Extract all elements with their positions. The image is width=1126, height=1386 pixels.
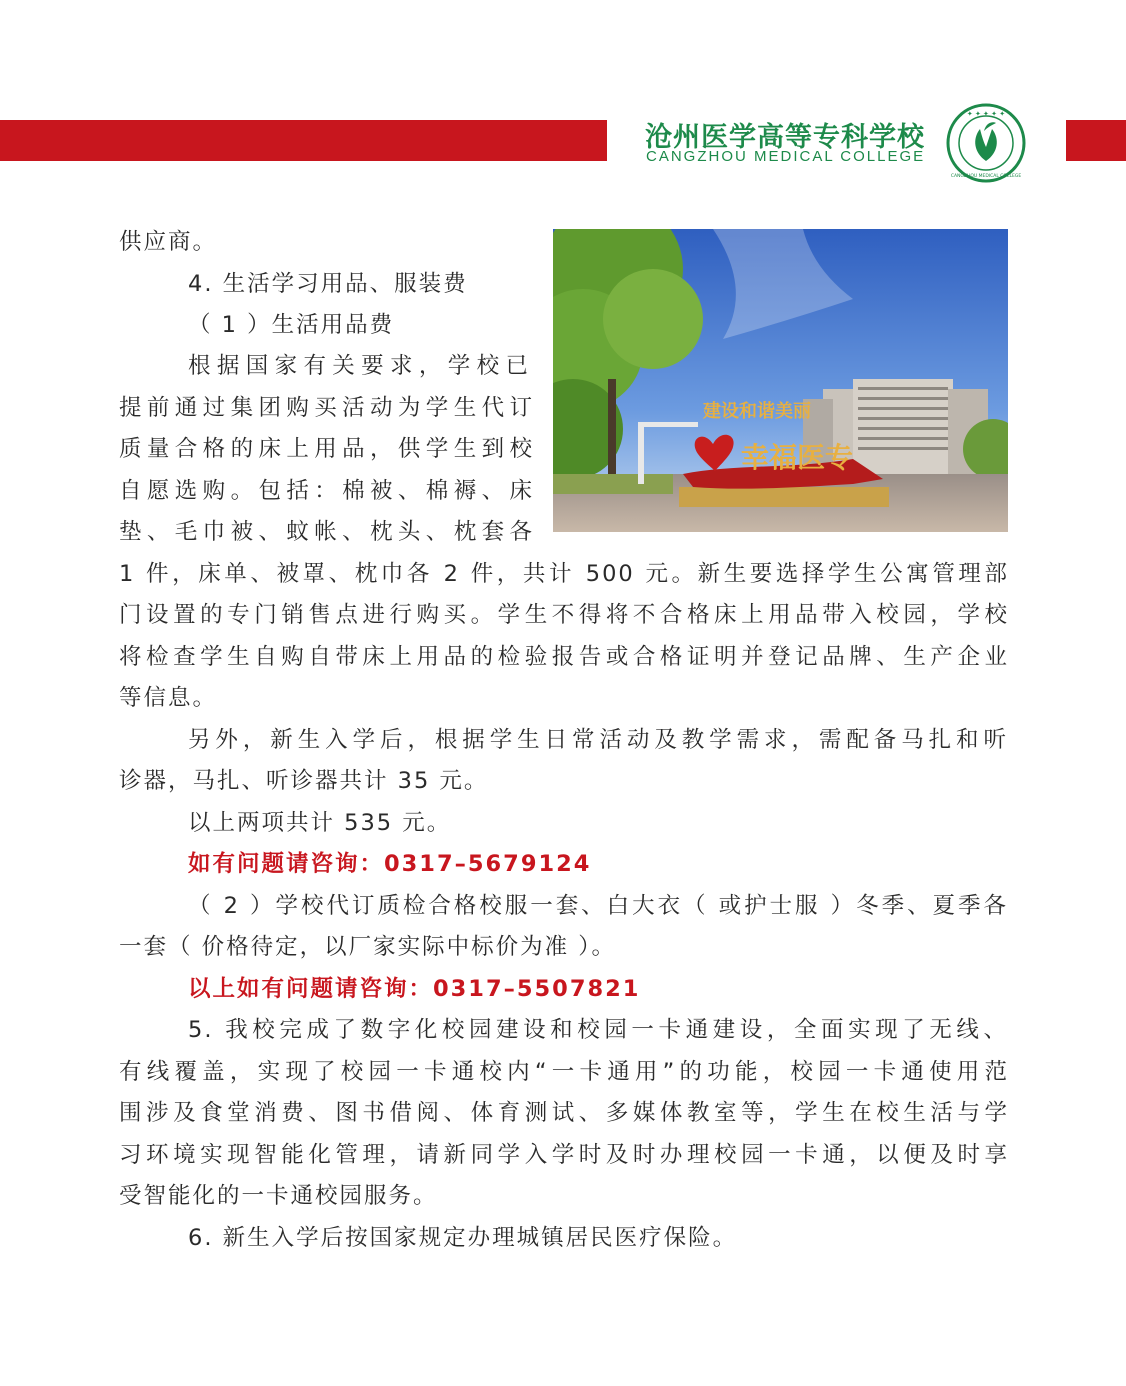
text-line: 等信息。 (119, 685, 218, 711)
school-seal-logo (946, 103, 1026, 183)
text-line: 供应商。 (119, 229, 218, 255)
school-name-cn: 沧州医学高等专科学校 (645, 122, 925, 153)
subsection-2-line: （ 2 ）学校代订质检合格校服一套、白大衣（ 或护士服 ）冬季、夏季各 (188, 893, 1008, 919)
section-6-line: 6. 新生入学后按国家规定办理城镇居民医疗保险。 (188, 1225, 738, 1251)
section-4-heading: 4. 生活学习用品、服装费 (188, 271, 468, 297)
text-line: 习环境实现智能化管理，请新同学入学时及时办理校园一卡通，以便及时享 (119, 1142, 1009, 1168)
subsection-1-heading: （ 1 ）生活用品费 (188, 312, 395, 338)
text-line: 门设置的专门销售点进行购买。学生不得将不合格床上用品带入校园，学校 (119, 602, 1009, 628)
header-red-bar-right (1066, 120, 1126, 161)
header-red-bar-left (0, 120, 607, 161)
text-line: 另外，新生入学后，根据学生日常活动及教学需求，需配备马扎和听 (188, 727, 1008, 753)
school-name-en: CANGZHOU MEDICAL COLLEGE (646, 148, 926, 165)
svg-text:建设和谐美丽: 建设和谐美丽 (703, 401, 811, 422)
svg-text:幸福医专: 幸福医专 (741, 441, 854, 474)
contact-phone-1: 如有问题请咨询：0317–5679124 (188, 851, 592, 877)
section-5-line: 5. 我校完成了数字化校园建设和校园一卡通建设，全面实现了无线、 (188, 1017, 1008, 1043)
text-line: 自愿选购。包括：棉被、棉褥、床 (119, 478, 534, 504)
text-line: 有线覆盖，实现了校园一卡通校内“一卡通用”的功能，校园一卡通使用范 (119, 1059, 1009, 1085)
campus-photo (553, 229, 1008, 532)
text-line: 将检查学生自购自带床上用品的检验报告或合格证明并登记品牌、生产企业 (119, 644, 1009, 670)
svg-text:CANGZHOU MEDICAL COLLEGE: CANGZHOU MEDICAL COLLEGE (950, 174, 1022, 179)
text-line: 围涉及食堂消费、图书借阅、体育测试、多媒体教室等，学生在校生活与学 (119, 1100, 1009, 1126)
text-line: 根据国家有关要求，学校已 (188, 353, 530, 379)
contact-phone-2: 以上如有问题请咨询：0317–5507821 (188, 976, 641, 1002)
total-cost-line: 以上两项共计 535 元。 (188, 810, 452, 836)
text-line: 1 件，床单、被罩、枕巾各 2 件，共计 500 元。新生要选择学生公寓管理部 (119, 561, 1009, 587)
text-line: 质量合格的床上用品，供学生到校 (119, 436, 534, 462)
text-line: 诊器，马扎、听诊器共计 35 元。 (119, 768, 489, 794)
text-line: 受智能化的一卡通校园服务。 (119, 1183, 438, 1209)
text-line: 垫、毛巾被、蚊帐、枕头、枕套各 (119, 519, 534, 545)
text-line: 一套（ 价格待定，以厂家实际中标价为准 ）。 (119, 934, 617, 960)
text-line: 提前通过集团购买活动为学生代订 (119, 395, 534, 421)
svg-text:✦ ✦ ✦ ✦ ✦: ✦ ✦ ✦ ✦ ✦ (966, 110, 1006, 118)
